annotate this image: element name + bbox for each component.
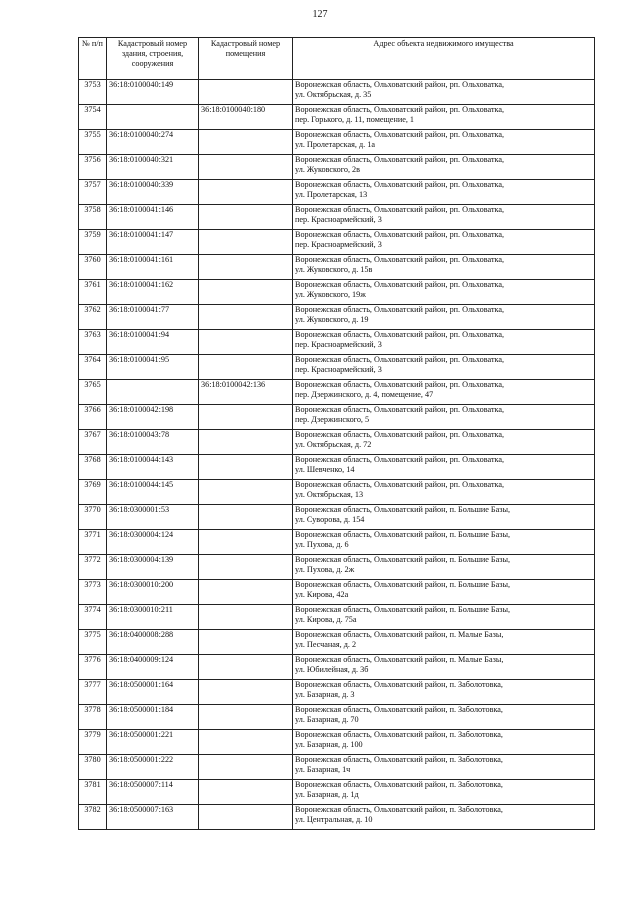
address-line-2: пер. Красноармейский, 3 [295, 215, 382, 224]
address-line-2: ул. Октябрьская, д. 35 [295, 90, 372, 99]
building-cadastral-cell: 36:18:0500001:184 [107, 705, 199, 730]
row-number-cell: 3782 [79, 805, 107, 830]
address-cell [293, 355, 595, 380]
address-cell [293, 230, 595, 255]
table-row [79, 155, 595, 180]
room-cadastral-cell: 36:18:0100042:136 [199, 380, 293, 405]
room-cadastral-cell [199, 630, 293, 655]
row-number-cell: 3761 [79, 280, 107, 305]
header-building-cadastral: Кадастровый номер здания, строения, сооружения [107, 38, 199, 80]
table-row [79, 555, 595, 580]
table-body [79, 80, 595, 830]
address-line-2: ул. Центральная, д. 10 [295, 815, 373, 824]
room-cadastral-cell [199, 80, 293, 105]
table-row [79, 355, 595, 380]
address-line-1: Воронежская область, Ольховатский район, п. Большие Базы, [295, 505, 511, 514]
building-cadastral-cell: 36:18:0100041:146 [107, 205, 199, 230]
address-line-1: Воронежская область, Ольховатский район, п. Малые Базы, [295, 630, 504, 639]
building-cadastral-cell: 36:18:0100043:78 [107, 430, 199, 455]
address-line-2: ул. Пухова, д. 6 [295, 540, 349, 549]
table-row [79, 655, 595, 680]
address-line-2: ул. Базарная, 1ч [295, 765, 351, 774]
building-cadastral-cell: 36:18:0100041:147 [107, 230, 199, 255]
address-line-2: ул. Жуковского, д. 15в [295, 265, 373, 274]
room-cadastral-cell [199, 155, 293, 180]
address-cell [293, 505, 595, 530]
address-line-2: ул. Жуковского, 19ж [295, 290, 366, 299]
address-line-1: Воронежская область, Ольховатский район, рп. Ольховатка, [295, 480, 505, 489]
room-cadastral-cell [199, 430, 293, 455]
address-cell [293, 530, 595, 555]
building-cadastral-cell: 36:18:0500007:114 [107, 780, 199, 805]
row-number-cell: 3775 [79, 630, 107, 655]
room-cadastral-cell [199, 680, 293, 705]
address-cell [293, 205, 595, 230]
address-line-2: ул. Базарная, д. 3 [295, 690, 355, 699]
table-row [79, 780, 595, 805]
address-line-2: пер. Дзержинского, д. 4, помещение, 47 [295, 390, 434, 399]
address-line-2: ул. Октябрьская, д. 72 [295, 440, 372, 449]
table-row [79, 255, 595, 280]
address-cell [293, 80, 595, 105]
row-number-cell: 3768 [79, 455, 107, 480]
header-row-number: № п/п [79, 38, 107, 80]
row-number-cell: 3772 [79, 555, 107, 580]
address-cell [293, 755, 595, 780]
table-row [79, 580, 595, 605]
address-line-2: пер. Красноармейский, 3 [295, 240, 382, 249]
room-cadastral-cell [199, 555, 293, 580]
room-cadastral-cell: 36:18:0100040:180 [199, 105, 293, 130]
building-cadastral-cell: 36:18:0100040:321 [107, 155, 199, 180]
address-line-1: Воронежская область, Ольховатский район, п. Заболотовка, [295, 805, 503, 814]
room-cadastral-cell [199, 730, 293, 755]
building-cadastral-cell: 36:18:0100041:95 [107, 355, 199, 380]
row-number-cell: 3769 [79, 480, 107, 505]
address-line-2: ул. Пролетарская, д. 1а [295, 140, 375, 149]
address-cell [293, 730, 595, 755]
room-cadastral-cell [199, 405, 293, 430]
address-line-2: пер. Красноармейский, 3 [295, 365, 382, 374]
room-cadastral-cell [199, 755, 293, 780]
building-cadastral-cell: 36:18:0100044:145 [107, 480, 199, 505]
building-cadastral-cell: 36:18:0500001:222 [107, 755, 199, 780]
address-line-1: Воронежская область, Ольховатский район, п. Большие Базы, [295, 555, 511, 564]
address-line-1: Воронежская область, Ольховатский район, рп. Ольховатка, [295, 105, 505, 114]
row-number-cell: 3779 [79, 730, 107, 755]
address-cell [293, 180, 595, 205]
address-line-2: пер. Горького, д. 11, помещение, 1 [295, 115, 415, 124]
row-number-cell: 3764 [79, 355, 107, 380]
building-cadastral-cell: 36:18:0100040:339 [107, 180, 199, 205]
table-row [79, 480, 595, 505]
table-row [79, 505, 595, 530]
address-line-2: ул. Базарная, д. 100 [295, 740, 363, 749]
room-cadastral-cell [199, 505, 293, 530]
address-line-2: ул. Песчаная, д. 2 [295, 640, 357, 649]
address-line-2: ул. Кирова, 42а [295, 590, 349, 599]
building-cadastral-cell: 36:18:0100041:77 [107, 305, 199, 330]
row-number-cell: 3756 [79, 155, 107, 180]
row-number-cell: 3774 [79, 605, 107, 630]
room-cadastral-cell [199, 580, 293, 605]
address-line-1: Воронежская область, Ольховатский район, рп. Ольховатка, [295, 380, 505, 389]
table-header [79, 38, 595, 80]
building-cadastral-cell: 36:18:0400008:288 [107, 630, 199, 655]
address-line-1: Воронежская область, Ольховатский район, п. Большие Базы, [295, 580, 511, 589]
table-row [79, 530, 595, 555]
address-cell [293, 130, 595, 155]
room-cadastral-cell [199, 655, 293, 680]
property-registry-table [78, 37, 595, 830]
address-line-1: Воронежская область, Ольховатский район, п. Малые Базы, [295, 655, 504, 664]
row-number-cell: 3760 [79, 255, 107, 280]
building-cadastral-cell [107, 380, 199, 405]
room-cadastral-cell [199, 530, 293, 555]
room-cadastral-cell [199, 605, 293, 630]
row-number-cell: 3770 [79, 505, 107, 530]
table-row [79, 380, 595, 405]
table-row [79, 680, 595, 705]
building-cadastral-cell: 36:18:0500001:221 [107, 730, 199, 755]
address-cell [293, 555, 595, 580]
table-row [79, 630, 595, 655]
row-number-cell: 3767 [79, 430, 107, 455]
row-number-cell: 3773 [79, 580, 107, 605]
row-number-cell: 3762 [79, 305, 107, 330]
address-cell [293, 380, 595, 405]
room-cadastral-cell [199, 455, 293, 480]
table-row [79, 80, 595, 105]
building-cadastral-cell: 36:18:0100040:274 [107, 130, 199, 155]
page-number: 127 [312, 9, 328, 20]
table-row [79, 230, 595, 255]
row-number-cell: 3765 [79, 380, 107, 405]
address-line-1: Воронежская область, Ольховатский район, рп. Ольховатка, [295, 330, 505, 339]
address-line-2: ул. Жуковского, д. 19 [295, 315, 369, 324]
address-line-1: Воронежская область, Ольховатский район, п. Большие Базы, [295, 605, 511, 614]
address-line-1: Воронежская область, Ольховатский район, рп. Ольховатка, [295, 455, 505, 464]
address-line-1: Воронежская область, Ольховатский район, п. Заболотовка, [295, 705, 503, 714]
building-cadastral-cell: 36:18:0100041:161 [107, 255, 199, 280]
building-cadastral-cell: 36:18:0300010:200 [107, 580, 199, 605]
room-cadastral-cell [199, 780, 293, 805]
table-row [79, 755, 595, 780]
row-number-cell: 3758 [79, 205, 107, 230]
address-line-1: Воронежская область, Ольховатский район, п. Заболотовка, [295, 780, 503, 789]
address-cell [293, 805, 595, 830]
building-cadastral-cell [107, 105, 199, 130]
address-cell [293, 705, 595, 730]
row-number-cell: 3776 [79, 655, 107, 680]
address-cell [293, 330, 595, 355]
table-row [79, 705, 595, 730]
row-number-cell: 3780 [79, 755, 107, 780]
address-cell [293, 105, 595, 130]
room-cadastral-cell [199, 130, 293, 155]
table-row [79, 605, 595, 630]
row-number-cell: 3763 [79, 330, 107, 355]
address-line-1: Воронежская область, Ольховатский район, рп. Ольховатка, [295, 255, 505, 264]
address-line-1: Воронежская область, Ольховатский район, рп. Ольховатка, [295, 155, 505, 164]
address-cell [293, 630, 595, 655]
room-cadastral-cell [199, 805, 293, 830]
building-cadastral-cell: 36:18:0100040:149 [107, 80, 199, 105]
building-cadastral-cell: 36:18:0300004:124 [107, 530, 199, 555]
row-number-cell: 3781 [79, 780, 107, 805]
address-line-1: Воронежская область, Ольховатский район, рп. Ольховатка, [295, 230, 505, 239]
building-cadastral-cell: 36:18:0300001:53 [107, 505, 199, 530]
table-row [79, 205, 595, 230]
building-cadastral-cell: 36:18:0500001:164 [107, 680, 199, 705]
building-cadastral-cell: 36:18:0100041:94 [107, 330, 199, 355]
address-line-2: ул. Юбилейная, д. 3б [295, 665, 369, 674]
room-cadastral-cell [199, 230, 293, 255]
row-number-cell: 3777 [79, 680, 107, 705]
address-line-1: Воронежская область, Ольховатский район, рп. Ольховатка, [295, 205, 505, 214]
table-row [79, 180, 595, 205]
building-cadastral-cell: 36:18:0500007:163 [107, 805, 199, 830]
address-line-2: ул. Пролетарская, 13 [295, 190, 368, 199]
address-cell [293, 430, 595, 455]
room-cadastral-cell [199, 205, 293, 230]
address-cell [293, 155, 595, 180]
address-line-2: ул. Кирова, д. 75а [295, 615, 357, 624]
address-cell [293, 305, 595, 330]
address-cell [293, 280, 595, 305]
address-line-1: Воронежская область, Ольховатский район, рп. Ольховатка, [295, 130, 505, 139]
table-row [79, 305, 595, 330]
address-line-2: ул. Базарная, д. 1д [295, 790, 359, 799]
address-cell [293, 655, 595, 680]
table-row [79, 430, 595, 455]
address-line-2: пер. Красноармейский, 3 [295, 340, 382, 349]
header-room-cadastral: Кадастровый номер помещения [199, 38, 293, 80]
row-number-cell: 3771 [79, 530, 107, 555]
address-cell [293, 455, 595, 480]
header-address: Адрес объекта недвижимого имущества [293, 38, 595, 80]
address-cell [293, 580, 595, 605]
address-cell [293, 480, 595, 505]
address-line-2: ул. Жуковского, 2в [295, 165, 361, 174]
table-row [79, 405, 595, 430]
address-cell [293, 255, 595, 280]
address-line-1: Воронежская область, Ольховатский район, рп. Ольховатка, [295, 280, 505, 289]
address-cell [293, 405, 595, 430]
room-cadastral-cell [199, 180, 293, 205]
table-row [79, 280, 595, 305]
building-cadastral-cell: 36:18:0100044:143 [107, 455, 199, 480]
address-line-1: Воронежская область, Ольховатский район, п. Заболотовка, [295, 730, 503, 739]
room-cadastral-cell [199, 705, 293, 730]
building-cadastral-cell: 36:18:0100041:162 [107, 280, 199, 305]
row-number-cell: 3778 [79, 705, 107, 730]
row-number-cell: 3755 [79, 130, 107, 155]
address-line-1: Воронежская область, Ольховатский район, п. Заболотовка, [295, 755, 503, 764]
table-row [79, 455, 595, 480]
address-line-2: ул. Октябрьская, 13 [295, 490, 364, 499]
address-line-1: Воронежская область, Ольховатский район, рп. Ольховатка, [295, 355, 505, 364]
room-cadastral-cell [199, 480, 293, 505]
room-cadastral-cell [199, 305, 293, 330]
address-line-2: ул. Базарная, д. 70 [295, 715, 359, 724]
table-row [79, 105, 595, 130]
address-line-2: пер. Дзержинского, 5 [295, 415, 370, 424]
address-line-1: Воронежская область, Ольховатский район, п. Заболотовка, [295, 680, 503, 689]
address-line-1: Воронежская область, Ольховатский район, рп. Ольховатка, [295, 80, 505, 89]
row-number-cell: 3753 [79, 80, 107, 105]
room-cadastral-cell [199, 255, 293, 280]
row-number-cell: 3754 [79, 105, 107, 130]
address-line-1: Воронежская область, Ольховатский район, рп. Ольховатка, [295, 180, 505, 189]
address-cell [293, 780, 595, 805]
table-row [79, 730, 595, 755]
room-cadastral-cell [199, 280, 293, 305]
address-line-1: Воронежская область, Ольховатский район, рп. Ольховатка, [295, 305, 505, 314]
address-line-1: Воронежская область, Ольховатский район, п. Большие Базы, [295, 530, 511, 539]
address-cell [293, 605, 595, 630]
table-row [79, 130, 595, 155]
address-cell [293, 680, 595, 705]
building-cadastral-cell: 36:18:0300010:211 [107, 605, 199, 630]
address-line-2: ул. Шевченко, 14 [295, 465, 355, 474]
building-cadastral-cell: 36:18:0100042:198 [107, 405, 199, 430]
address-line-1: Воронежская область, Ольховатский район, рп. Ольховатка, [295, 405, 505, 414]
building-cadastral-cell: 36:18:0400009:124 [107, 655, 199, 680]
room-cadastral-cell [199, 330, 293, 355]
table-row [79, 330, 595, 355]
room-cadastral-cell [199, 355, 293, 380]
table-row [79, 805, 595, 830]
address-line-2: ул. Пухова, д. 2ж [295, 565, 355, 574]
row-number-cell: 3766 [79, 405, 107, 430]
building-cadastral-cell: 36:18:0300004:139 [107, 555, 199, 580]
row-number-cell: 3757 [79, 180, 107, 205]
row-number-cell: 3759 [79, 230, 107, 255]
address-line-1: Воронежская область, Ольховатский район, рп. Ольховатка, [295, 430, 505, 439]
address-line-2: ул. Суворова, д. 154 [295, 515, 365, 524]
